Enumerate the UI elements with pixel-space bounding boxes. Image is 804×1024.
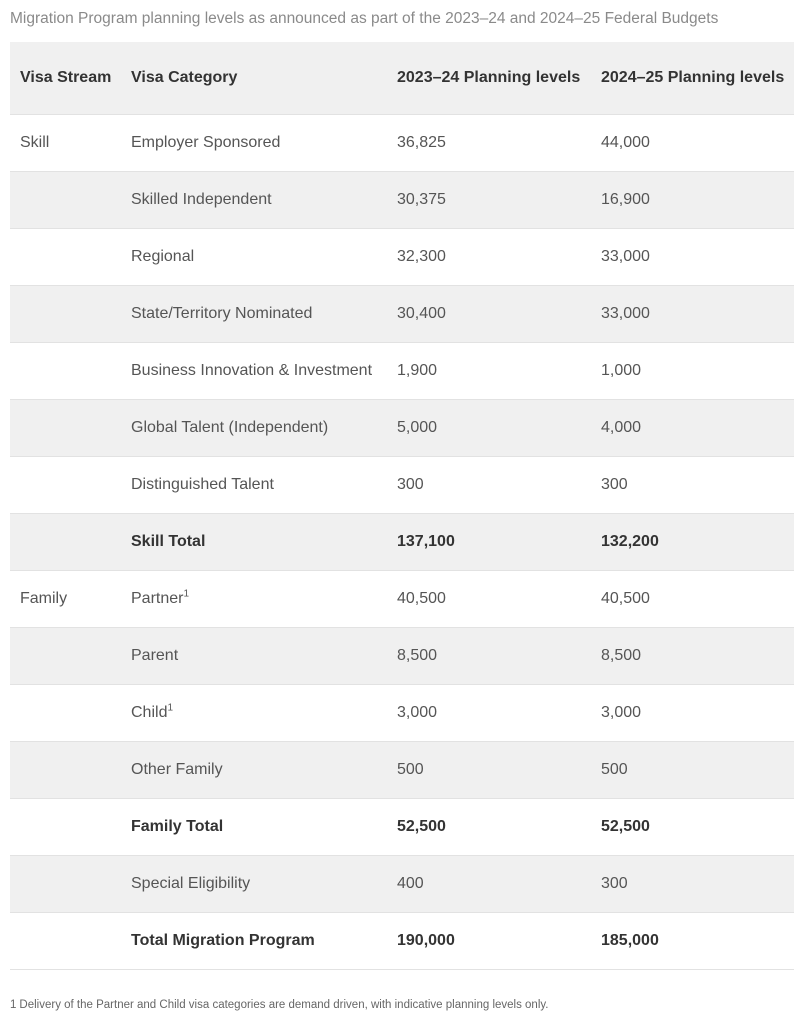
visa-stream-cell xyxy=(10,400,121,457)
planning-2024-25-cell-text: 44,000 xyxy=(601,134,650,151)
planning-2024-25-cell xyxy=(591,799,794,856)
footnote-reference: 1 xyxy=(183,588,190,600)
planning-2023-24-cell-text: 30,400 xyxy=(397,305,446,322)
visa-category-cell-text: Distinguished Talent xyxy=(131,476,274,493)
visa-stream-cell xyxy=(10,628,121,685)
visa-category-cell xyxy=(121,685,387,742)
header-2024-25-planning-levels: 2024–25 Planning levels xyxy=(591,42,794,115)
visa-category-cell xyxy=(121,400,387,457)
table-total-row xyxy=(10,799,794,856)
visa-stream-cell-text: Skill xyxy=(20,134,50,151)
planning-2023-24-cell xyxy=(387,742,591,799)
visa-category-cell-text: Global Talent (Independent) xyxy=(131,419,329,436)
visa-stream-cell xyxy=(10,913,121,970)
planning-2024-25-cell-text: 185,000 xyxy=(601,932,659,949)
visa-category-cell-text: Total Migration Program xyxy=(131,932,315,949)
planning-2023-24-cell-text: 40,500 xyxy=(397,590,446,607)
planning-2023-24-cell xyxy=(387,799,591,856)
visa-stream-cell xyxy=(10,685,121,742)
visa-stream-cell-text: Family xyxy=(20,590,68,607)
table-header-row xyxy=(10,42,794,115)
planning-2024-25-cell-text: 500 xyxy=(601,761,628,778)
visa-category-cell xyxy=(121,742,387,799)
visa-stream-cell xyxy=(10,457,121,514)
table-row xyxy=(10,742,794,799)
visa-stream-cell xyxy=(10,229,121,286)
planning-2024-25-cell-text: 52,500 xyxy=(601,818,650,835)
planning-2024-25-cell xyxy=(591,343,794,400)
visa-category-cell-text: Child xyxy=(131,704,168,721)
planning-2023-24-cell-text: 52,500 xyxy=(397,818,446,835)
planning-2023-24-cell xyxy=(387,571,591,628)
planning-levels-table xyxy=(10,42,794,970)
planning-2023-24-cell xyxy=(387,343,591,400)
planning-2024-25-cell xyxy=(591,514,794,571)
planning-2023-24-cell-text: 400 xyxy=(397,875,424,892)
planning-2023-24-cell-text: 190,000 xyxy=(397,932,455,949)
visa-stream-cell xyxy=(10,172,121,229)
visa-stream-cell xyxy=(10,856,121,913)
planning-2023-24-cell xyxy=(387,514,591,571)
visa-category-cell xyxy=(121,628,387,685)
visa-category-cell xyxy=(121,514,387,571)
visa-category-cell xyxy=(121,856,387,913)
visa-category-cell-text: Skill Total xyxy=(131,533,206,550)
planning-2024-25-cell-text: 4,000 xyxy=(601,419,642,436)
planning-2024-25-cell xyxy=(591,400,794,457)
visa-category-cell-text: Partner xyxy=(131,590,184,607)
planning-2024-25-cell xyxy=(591,628,794,685)
planning-2023-24-cell xyxy=(387,172,591,229)
visa-category-cell xyxy=(121,286,387,343)
planning-2023-24-cell xyxy=(387,115,591,172)
planning-2024-25-cell-text: 8,500 xyxy=(601,647,642,664)
visa-category-cell xyxy=(121,229,387,286)
visa-category-cell-text: Other Family xyxy=(131,761,223,778)
visa-category-cell xyxy=(121,799,387,856)
planning-2023-24-cell-text: 137,100 xyxy=(397,533,455,550)
visa-stream-cell xyxy=(10,571,121,628)
planning-2024-25-cell-text: 40,500 xyxy=(601,590,650,607)
visa-category-cell-text: Business Innovation & Investment xyxy=(131,362,373,379)
planning-2023-24-cell xyxy=(387,628,591,685)
visa-category-cell xyxy=(121,571,387,628)
planning-2023-24-cell xyxy=(387,229,591,286)
table-row xyxy=(10,343,794,400)
planning-2024-25-cell-text: 300 xyxy=(601,875,628,892)
planning-2024-25-cell xyxy=(591,229,794,286)
table-row xyxy=(10,172,794,229)
visa-category-cell-text: State/Territory Nominated xyxy=(131,305,313,322)
table-row xyxy=(10,628,794,685)
visa-category-cell xyxy=(121,343,387,400)
planning-2024-25-cell xyxy=(591,685,794,742)
table-row xyxy=(10,115,794,172)
table-row xyxy=(10,685,794,742)
table-caption: Migration Program planning levels as announced as part of the 2023–24 and 2024–25 Federal Budgets xyxy=(10,10,719,27)
visa-category-cell xyxy=(121,172,387,229)
visa-category-cell xyxy=(121,913,387,970)
table-body xyxy=(10,115,794,970)
visa-category-cell xyxy=(121,457,387,514)
footnote-reference: 1 xyxy=(167,702,174,714)
table-row xyxy=(10,229,794,286)
table-row xyxy=(10,457,794,514)
planning-2024-25-cell xyxy=(591,115,794,172)
planning-2023-24-cell-text: 36,825 xyxy=(397,134,446,151)
planning-2023-24-cell xyxy=(387,457,591,514)
visa-stream-cell xyxy=(10,742,121,799)
planning-2024-25-cell-text: 33,000 xyxy=(601,248,650,265)
planning-2023-24-cell-text: 32,300 xyxy=(397,248,446,265)
table-row xyxy=(10,856,794,913)
planning-2023-24-cell-text: 5,000 xyxy=(397,419,438,436)
header-visa-stream: Visa Stream xyxy=(10,42,121,115)
planning-2024-25-cell-text: 33,000 xyxy=(601,305,650,322)
footnote-marker: 1 xyxy=(10,999,17,1011)
visa-category-cell-text: Family Total xyxy=(131,818,224,835)
visa-stream-cell xyxy=(10,286,121,343)
visa-stream-cell xyxy=(10,343,121,400)
visa-category-cell-text: Special Eligibility xyxy=(131,875,251,892)
table-total-row xyxy=(10,514,794,571)
visa-stream-cell xyxy=(10,115,121,172)
visa-category-cell-text: Regional xyxy=(131,248,195,265)
planning-2023-24-cell-text: 8,500 xyxy=(397,647,438,664)
planning-2023-24-cell-text: 30,375 xyxy=(397,191,446,208)
planning-2024-25-cell-text: 16,900 xyxy=(601,191,650,208)
table-row xyxy=(10,400,794,457)
planning-2024-25-cell xyxy=(591,457,794,514)
table-total-row xyxy=(10,913,794,970)
planning-2023-24-cell xyxy=(387,286,591,343)
planning-2023-24-cell-text: 500 xyxy=(397,761,424,778)
footnote-text: Delivery of the Partner and Child visa categories are demand driven, with indicative planning levels only. xyxy=(19,999,549,1011)
visa-category-cell-text: Employer Sponsored xyxy=(131,134,281,151)
planning-2024-25-cell xyxy=(591,856,794,913)
visa-stream-cell xyxy=(10,799,121,856)
visa-stream-cell xyxy=(10,514,121,571)
planning-2023-24-cell xyxy=(387,913,591,970)
planning-2023-24-cell xyxy=(387,856,591,913)
planning-2023-24-cell xyxy=(387,400,591,457)
planning-2023-24-cell xyxy=(387,685,591,742)
header-visa-category: Visa Category xyxy=(121,42,387,115)
planning-2024-25-cell xyxy=(591,286,794,343)
planning-2024-25-cell-text: 1,000 xyxy=(601,362,642,379)
footnote xyxy=(10,999,548,1011)
planning-2023-24-cell-text: 1,900 xyxy=(397,362,438,379)
table-row xyxy=(10,286,794,343)
visa-category-cell-text: Parent xyxy=(131,647,179,664)
planning-2024-25-cell xyxy=(591,571,794,628)
visa-category-cell-text: Skilled Independent xyxy=(131,191,272,208)
planning-2024-25-cell-text: 132,200 xyxy=(601,533,659,550)
planning-2024-25-cell xyxy=(591,742,794,799)
planning-2023-24-cell-text: 300 xyxy=(397,476,424,493)
planning-2024-25-cell xyxy=(591,172,794,229)
planning-2024-25-cell-text: 300 xyxy=(601,476,628,493)
visa-category-cell xyxy=(121,115,387,172)
planning-2024-25-cell xyxy=(591,913,794,970)
planning-2023-24-cell-text: 3,000 xyxy=(397,704,438,721)
table-row xyxy=(10,571,794,628)
header-2023-24-planning-levels: 2023–24 Planning levels xyxy=(387,42,591,115)
planning-2024-25-cell-text: 3,000 xyxy=(601,704,642,721)
